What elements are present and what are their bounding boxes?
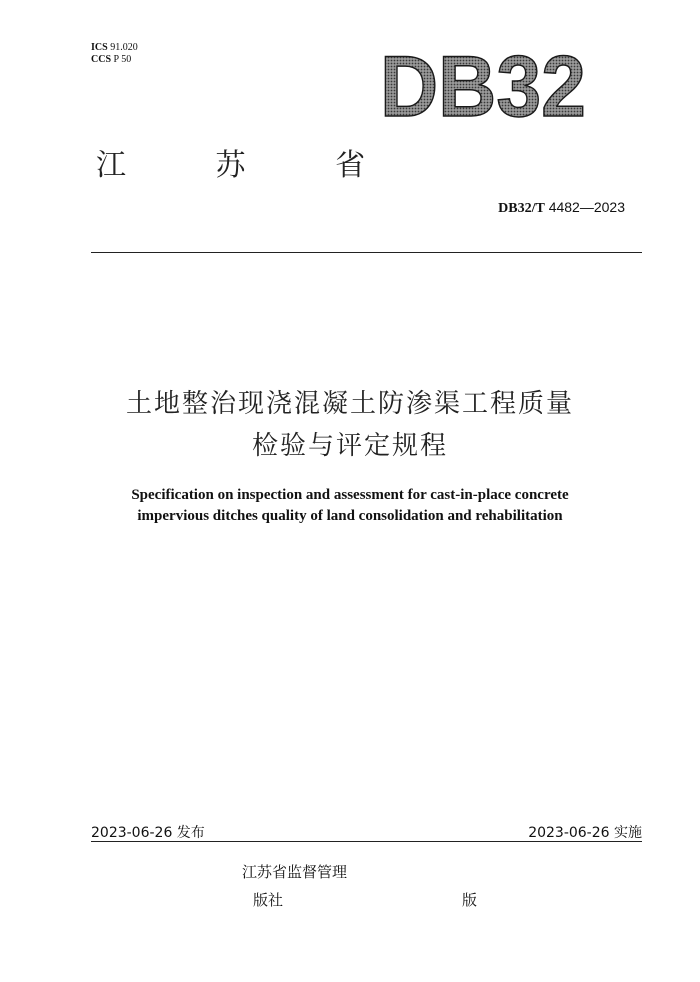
- standard-prefix: DB32/T: [498, 201, 545, 216]
- standard-code: 4482—2023: [548, 199, 625, 215]
- issue-date: 2023-06-26 发布: [91, 825, 205, 841]
- ics-code: ICS 91.020: [91, 42, 138, 53]
- db32-logo: [378, 44, 588, 124]
- ccs-code: CCS P 50: [91, 54, 132, 65]
- province-name: 江 苏 省: [96, 148, 406, 183]
- standard-number: [498, 199, 625, 217]
- title-zh-line1: 土地整治现浇混凝土防渗渠工程质量: [125, 389, 574, 419]
- publisher-line2-right: 版: [462, 891, 478, 909]
- header-divider: [91, 252, 642, 253]
- publisher-line2-left: 版社: [253, 891, 284, 909]
- title-en-line2: impervious ditches quality of land consolidation and rehabilitation: [137, 508, 563, 524]
- implement-date: 2023-06-26 实施: [528, 825, 642, 841]
- title-zh-line2: 检验与评定规程: [251, 431, 448, 461]
- title-en-line1: Specification on inspection and assessment for cast-in-place concrete: [131, 487, 569, 503]
- footer-divider: [91, 841, 642, 842]
- publisher-name: 江苏省监督管理: [242, 863, 348, 881]
- classification-codes: [91, 42, 138, 66]
- logo-text: DB32: [380, 44, 586, 124]
